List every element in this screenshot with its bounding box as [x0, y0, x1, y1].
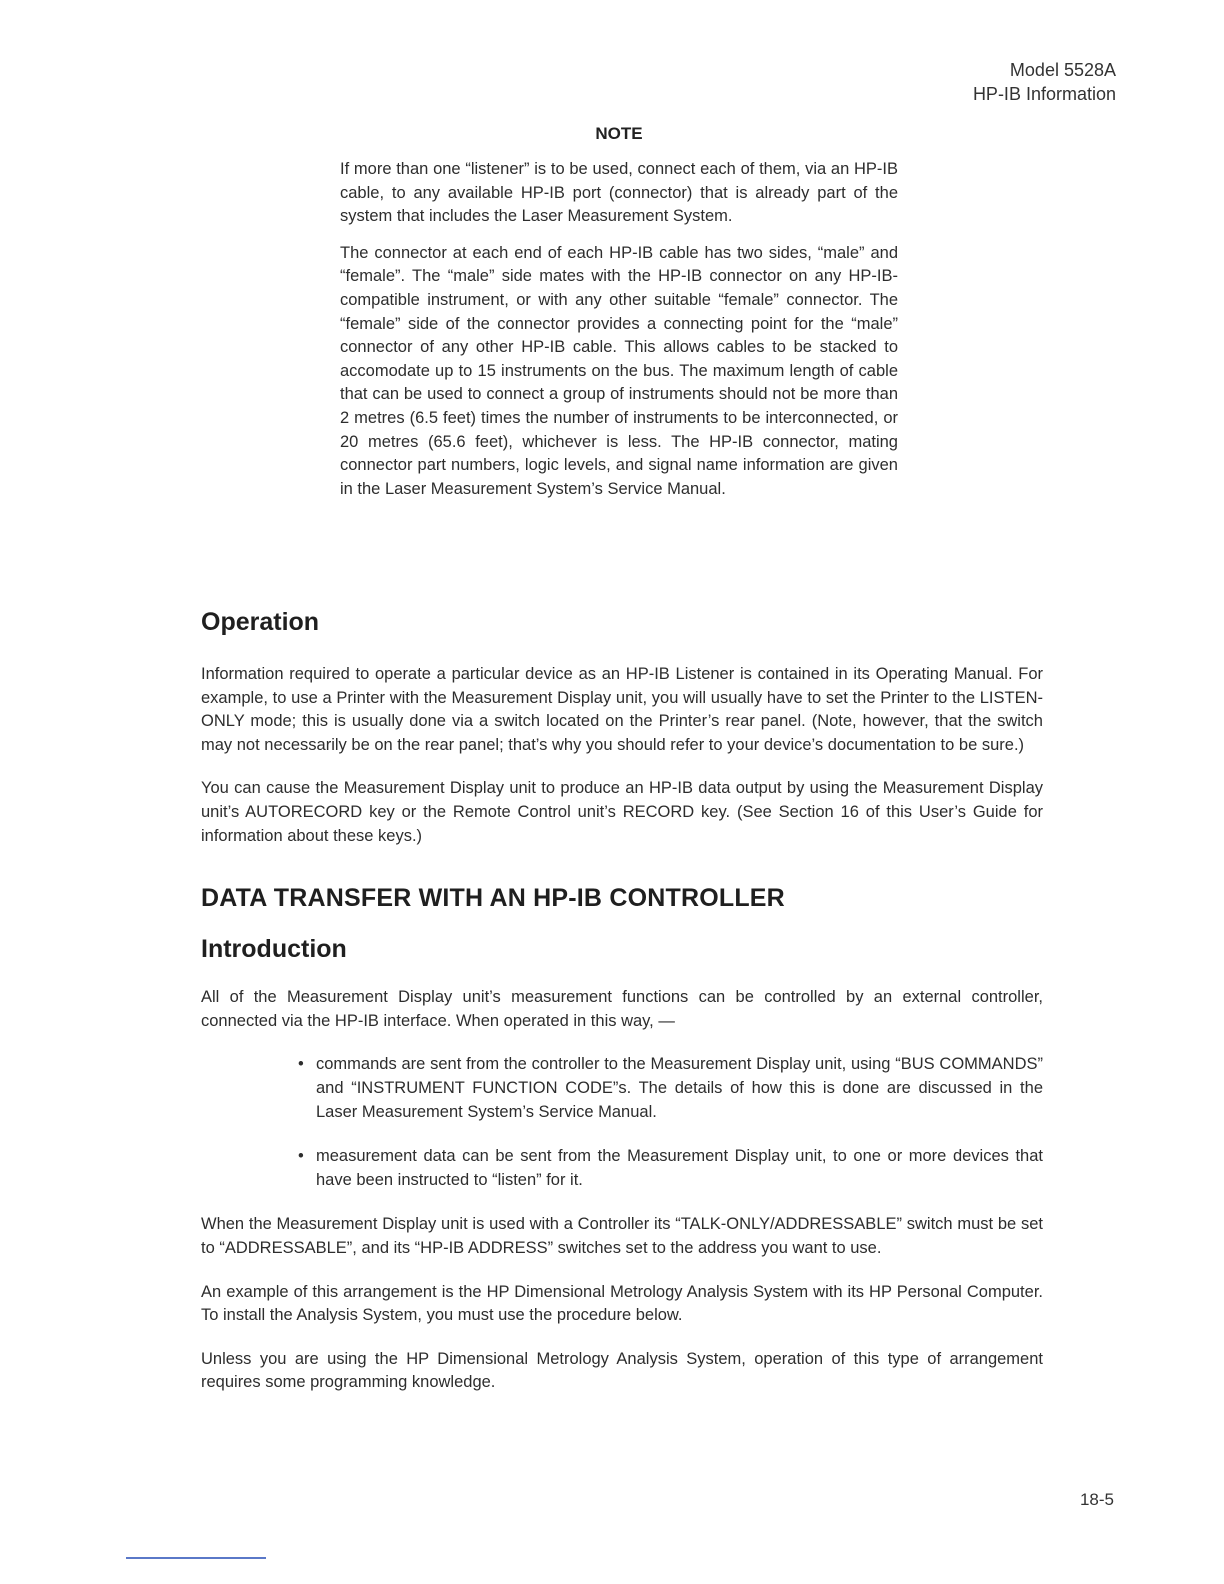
page-header	[973, 58, 1116, 106]
list-item	[298, 1145, 1043, 1192]
header-model: Model 5528A	[1009, 60, 1116, 80]
introduction-heading: Introduction	[201, 935, 347, 964]
header-section: HP-IB Information	[972, 84, 1116, 104]
note-title: NOTE	[595, 124, 643, 143]
main-content	[201, 608, 1043, 1415]
list-item	[298, 1053, 1043, 1124]
operation-paragraph: Information required to operate a particular device as an HP-IB Listener is contained in its Operating Manual. For example, to use a Printer with the Measurement Display unit, you will usually have to set the Printer to the LISTEN-ONLY mode; this is usually done via a switch located on the Printer’s rear panel. (Note, however, that the switch may not necessarily be on the rear panel; that’s why you should refer to your device’s documentation to be sure.)	[201, 665, 1043, 754]
footer-divider	[126, 1557, 266, 1559]
list-item-text: measurement data can be sent from the Measurement Display unit, to one or more devices that have been instructed to “listen” for it.	[316, 1147, 1043, 1189]
programming-paragraph: Unless you are using the HP Dimensional Metrology Analysis System, operation of this type of arrangement requires some programming knowledge.	[201, 1349, 1043, 1392]
operation-heading: Operation	[201, 608, 320, 636]
note-paragraph: If more than one “listener” is to be used, connect each of them, via an HP-IB cable, to any available HP-IB port (connector) that is already part of the system that includes the Laser Measurement System.	[340, 160, 898, 226]
operation-paragraph: You can cause the Measurement Display unit to produce an HP-IB data output by using the Measurement Display unit’s AUTORECORD key or the Remote Control unit’s RECORD key. (See Section 16 of this User’s Guide for information about these keys.)	[201, 779, 1043, 845]
note-block	[340, 124, 898, 514]
page-number: 18-5	[1079, 1490, 1114, 1509]
intro-paragraph: All of the Measurement Display unit’s measurement functions can be controlled by an external controller, connected via the HP-IB interface. When operated in this way, —	[201, 988, 1043, 1030]
example-paragraph: An example of this arrangement is the HP Dimensional Metrology Analysis System with its HP Personal Computer. To install the Analysis System, you must use the procedure below.	[201, 1282, 1043, 1325]
bullet-icon: •	[298, 1055, 304, 1074]
list-item-text: commands are sent from the controller to the Measurement Display unit, using “BUS COMMANDS” and “INSTRUMENT FUNCTION CODE”s. The details of how this is done are discussed in the Laser Measurement System’s Service Manual.	[316, 1055, 1043, 1121]
data-transfer-heading: DATA TRANSFER WITH AN HP-IB CONTROLLER	[201, 884, 785, 913]
bullet-icon: •	[298, 1147, 304, 1166]
controller-paragraph: When the Measurement Display unit is used with a Controller its “TALK-ONLY/ADDRESSABLE” switch must be set to “ADDRESSABLE”, and its “HP-IB ADDRESS” switches set to the address you want to use.	[201, 1215, 1043, 1257]
bullet-list	[201, 1053, 1043, 1192]
note-paragraph: The connector at each end of each HP-IB cable has two sides, “male” and “female”. The “male” side mates with the HP-IB connector on any HP-IB-compatible instrument, or with any other suitable “female” connector. The “female” side of the connector provides a connecting point for the “male” connector of any other HP-IB cable. This allows cables to be stacked to accomodate up to 15 instruments on the bus. The maximum length of cable that can be used to connect a group of instruments should not be more than 2 metres (6.5 feet) times the number of instruments to be interconnected, or 20 metres (65.6 feet), whichever is less. The HP-IB connector, mating connector part numbers, logic levels, and signal name information are given in the Laser Measurement System’s Service Manual.	[340, 243, 898, 498]
